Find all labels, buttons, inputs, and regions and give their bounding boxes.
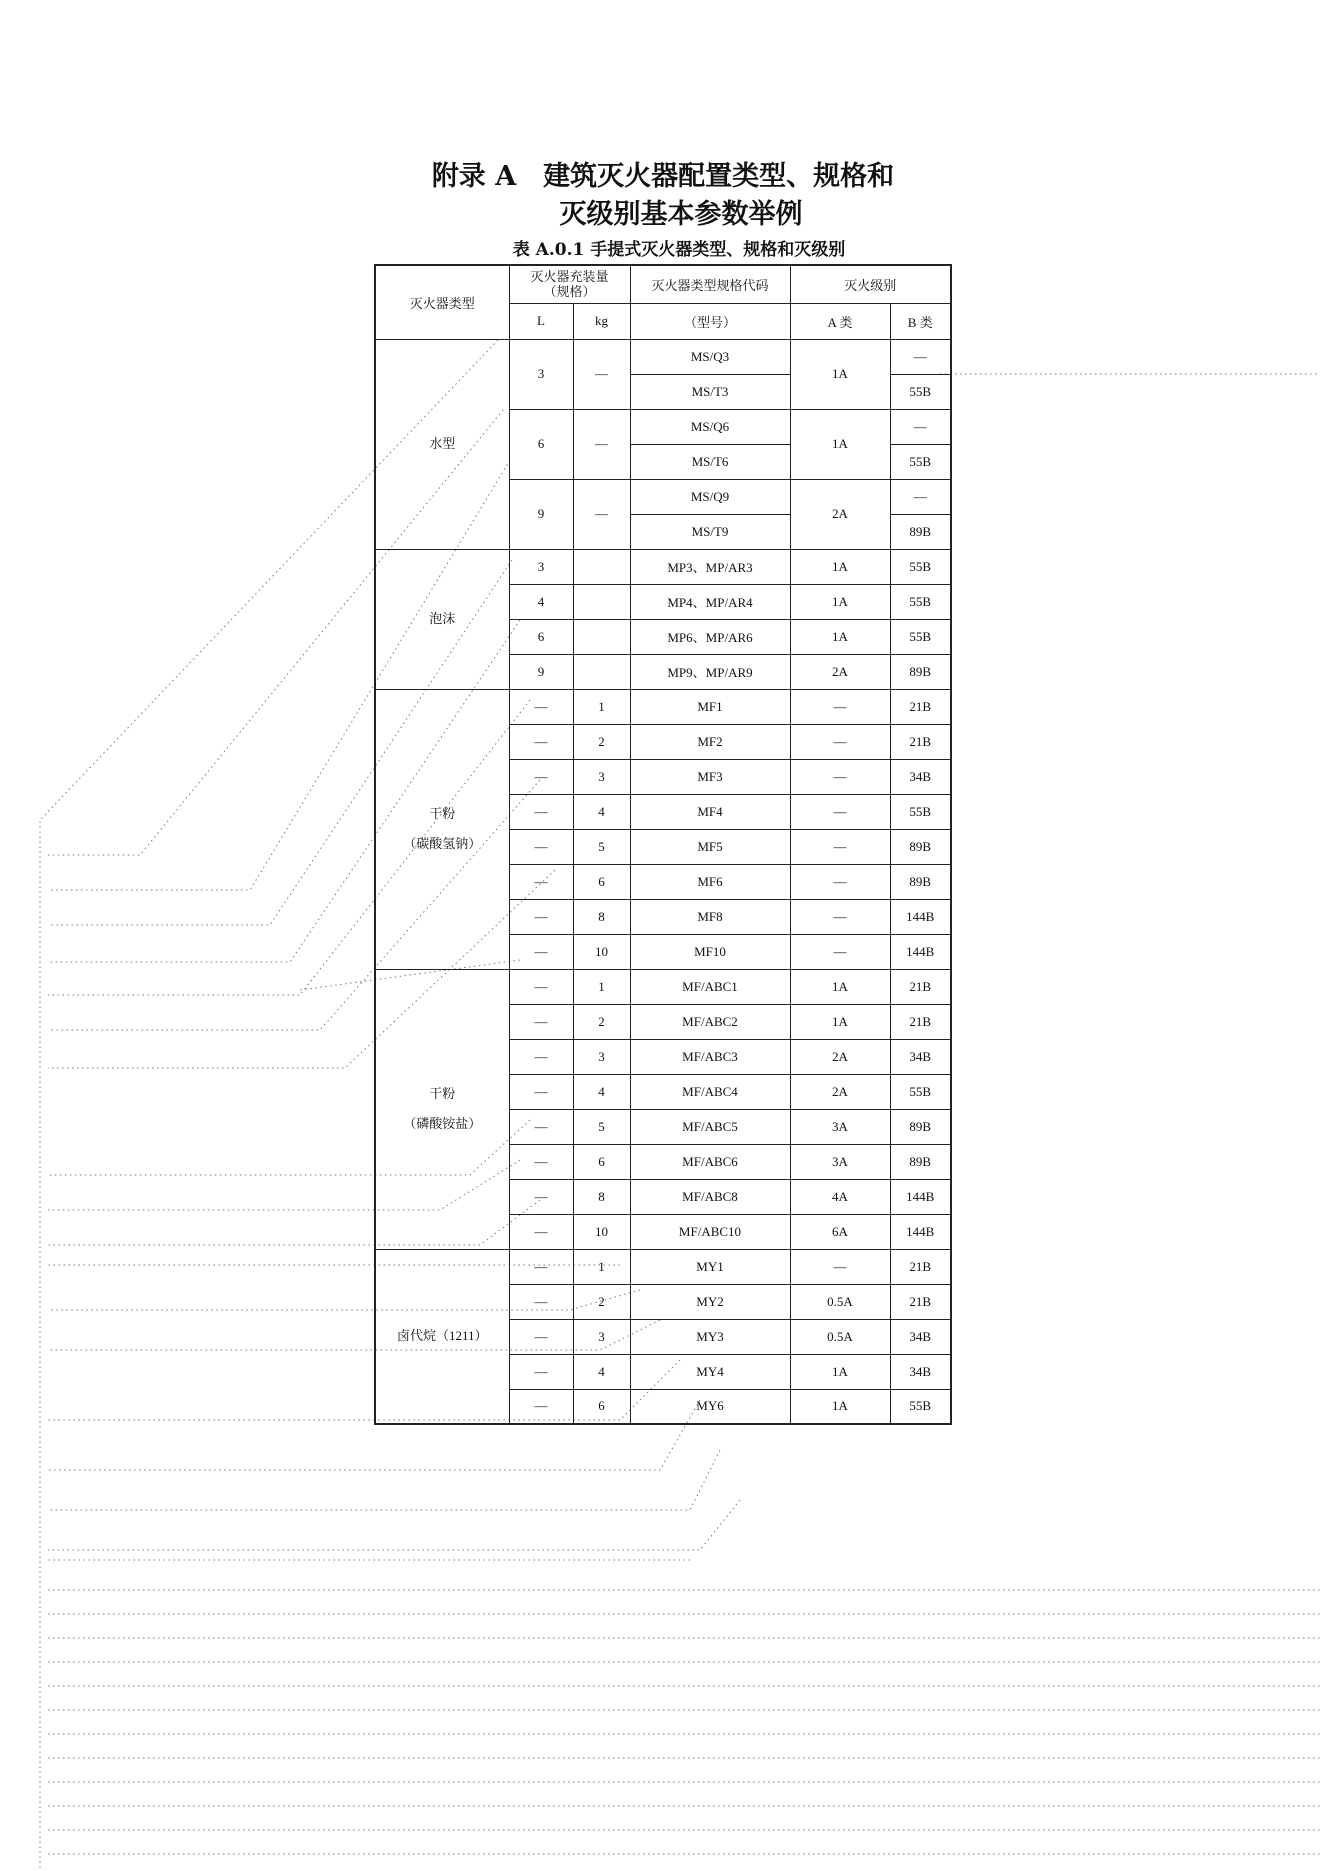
code-cell: MF5	[630, 829, 790, 864]
rating-b-cell: 89B	[890, 1109, 951, 1144]
capacity-kg-cell: 1	[573, 969, 630, 1004]
rating-b-cell: 89B	[890, 864, 951, 899]
capacity-l-cell: 3	[509, 549, 573, 584]
code-cell: MF2	[630, 724, 790, 759]
type-label: 卤代烷（1211）	[396, 1328, 488, 1344]
code-cell: MF/ABC10	[630, 1214, 790, 1249]
type-cell	[375, 339, 509, 549]
rating-a-cell: 2A	[790, 1074, 890, 1109]
code-cell: MS/T3	[630, 374, 790, 409]
capacity-l-cell: —	[509, 1284, 573, 1319]
code-cell: MY4	[630, 1354, 790, 1389]
rating-b-cell: 55B	[890, 444, 951, 479]
header-rating-b: B 类	[890, 303, 951, 339]
capacity-kg-cell: 2	[573, 1004, 630, 1039]
table-caption: 表 A.0.1 手提式灭火器类型、规格和灭级别	[512, 240, 846, 260]
type-cell	[375, 689, 509, 969]
rating-b-cell: 34B	[890, 1039, 951, 1074]
type-cell	[375, 1249, 509, 1424]
rating-a-cell: 1A	[790, 409, 890, 479]
rating-b-cell: —	[890, 409, 951, 444]
rating-b-cell: 55B	[890, 584, 951, 619]
capacity-kg-cell: 4	[573, 1074, 630, 1109]
code-cell: MP6、MP/AR6	[630, 619, 790, 654]
capacity-l-cell: —	[509, 1109, 573, 1144]
rating-a-cell: 1A	[790, 549, 890, 584]
capacity-kg-cell	[573, 619, 630, 654]
capacity-l-cell: —	[509, 969, 573, 1004]
capacity-l-cell: —	[509, 794, 573, 829]
rating-b-cell: 21B	[890, 969, 951, 1004]
rating-a-cell: —	[790, 689, 890, 724]
title-line-2: 灭级别基本参数举例	[559, 199, 803, 230]
capacity-kg-cell	[573, 549, 630, 584]
rating-b-cell: 21B	[890, 1284, 951, 1319]
capacity-l-cell: —	[509, 1354, 573, 1389]
capacity-l-cell: 9	[509, 654, 573, 689]
capacity-l-cell: —	[509, 1179, 573, 1214]
rating-b-cell: 89B	[890, 829, 951, 864]
capacity-kg-cell: —	[573, 409, 630, 479]
capacity-kg-cell: 8	[573, 899, 630, 934]
rating-a-cell: 1A	[790, 969, 890, 1004]
rating-b-cell: 144B	[890, 1179, 951, 1214]
capacity-kg-cell: 5	[573, 1109, 630, 1144]
type-label: 泡沫	[429, 611, 456, 626]
code-cell: MP4、MP/AR4	[630, 584, 790, 619]
table-row	[375, 689, 951, 724]
rating-b-cell: 144B	[890, 934, 951, 969]
type-label: （磷酸铵盐）	[403, 1116, 482, 1131]
capacity-l-cell: —	[509, 1144, 573, 1179]
code-cell: MS/T9	[630, 514, 790, 549]
type-label: 干粉	[429, 1086, 456, 1101]
capacity-kg-cell: 6	[573, 864, 630, 899]
capacity-l-cell: 4	[509, 584, 573, 619]
rating-a-cell: 1A	[790, 584, 890, 619]
code-cell: MF/ABC8	[630, 1179, 790, 1214]
code-cell: MY1	[630, 1249, 790, 1284]
title-line-1: 附录 A 建筑灭火器配置类型、规格和	[431, 161, 895, 192]
rating-a-cell: 0.5A	[790, 1319, 890, 1354]
table-row	[375, 549, 951, 584]
rating-b-cell: 34B	[890, 1319, 951, 1354]
type-label: （碳酸氢钠）	[403, 836, 482, 851]
code-cell: MF/ABC1	[630, 969, 790, 1004]
header-capacity-line-1: 灭火器充装量	[530, 269, 609, 285]
type-label: 干粉	[429, 806, 456, 821]
capacity-l-cell: 3	[509, 339, 573, 409]
capacity-kg-cell: 2	[573, 1284, 630, 1319]
table-row	[375, 1249, 951, 1284]
capacity-l-cell: —	[509, 1319, 573, 1354]
rating-b-cell: —	[890, 339, 951, 374]
page-title	[0, 158, 1322, 234]
code-cell: MF/ABC5	[630, 1109, 790, 1144]
code-cell: MP9、MP/AR9	[630, 654, 790, 689]
rating-b-cell: 21B	[890, 1004, 951, 1039]
code-cell: MF8	[630, 899, 790, 934]
header-rating-a: A 类	[790, 303, 890, 339]
header-code: 灭火器类型规格代码	[630, 265, 790, 303]
capacity-l-cell: —	[509, 1039, 573, 1074]
rating-a-cell: 0.5A	[790, 1284, 890, 1319]
rating-b-cell: 34B	[890, 759, 951, 794]
rating-b-cell: 89B	[890, 514, 951, 549]
rating-b-cell: 89B	[890, 654, 951, 689]
code-cell: MY6	[630, 1389, 790, 1424]
capacity-l-cell: —	[509, 1004, 573, 1039]
rating-b-cell: 55B	[890, 794, 951, 829]
rating-b-cell: 144B	[890, 1214, 951, 1249]
code-cell: MF6	[630, 864, 790, 899]
capacity-l-cell: —	[509, 829, 573, 864]
rating-b-cell: 55B	[890, 549, 951, 584]
rating-a-cell: 2A	[790, 479, 890, 549]
table-row	[375, 339, 951, 374]
capacity-l-cell: 6	[509, 409, 573, 479]
rating-b-cell: —	[890, 479, 951, 514]
capacity-l-cell: —	[509, 1074, 573, 1109]
rating-a-cell: 4A	[790, 1179, 890, 1214]
rating-b-cell: 55B	[890, 1389, 951, 1424]
header-capacity-line-2: （规格）	[543, 284, 596, 300]
capacity-kg-cell: 3	[573, 759, 630, 794]
capacity-kg-cell: 10	[573, 1214, 630, 1249]
header-capacity	[509, 265, 630, 303]
rating-a-cell: —	[790, 724, 890, 759]
capacity-l-cell: 9	[509, 479, 573, 549]
rating-a-cell: 2A	[790, 1039, 890, 1074]
header-code-sub: （型号）	[630, 303, 790, 339]
header-unit-kg: kg	[573, 303, 630, 339]
code-cell: MP3、MP/AR3	[630, 549, 790, 584]
capacity-l-cell: —	[509, 864, 573, 899]
code-cell: MF/ABC6	[630, 1144, 790, 1179]
rating-a-cell: 6A	[790, 1214, 890, 1249]
type-cell	[375, 549, 509, 689]
capacity-l-cell: —	[509, 759, 573, 794]
code-cell: MY3	[630, 1319, 790, 1354]
capacity-kg-cell: 5	[573, 829, 630, 864]
rating-a-cell: 2A	[790, 654, 890, 689]
rating-b-cell: 21B	[890, 724, 951, 759]
rating-b-cell: 89B	[890, 1144, 951, 1179]
header-row-1	[375, 265, 951, 303]
capacity-kg-cell: 10	[573, 934, 630, 969]
rating-b-cell: 55B	[890, 1074, 951, 1109]
capacity-kg-cell: 3	[573, 1319, 630, 1354]
code-cell: MF/ABC2	[630, 1004, 790, 1039]
rating-a-cell: 1A	[790, 1389, 890, 1424]
rating-b-cell: 34B	[890, 1354, 951, 1389]
code-cell: MS/Q6	[630, 409, 790, 444]
capacity-l-cell: —	[509, 689, 573, 724]
capacity-kg-cell: —	[573, 479, 630, 549]
capacity-kg-cell: 1	[573, 689, 630, 724]
header-unit-l: L	[509, 303, 573, 339]
rating-a-cell: —	[790, 794, 890, 829]
capacity-kg-cell: 8	[573, 1179, 630, 1214]
capacity-kg-cell	[573, 654, 630, 689]
rating-a-cell: —	[790, 1249, 890, 1284]
rating-b-cell: 144B	[890, 899, 951, 934]
capacity-kg-cell	[573, 584, 630, 619]
rating-a-cell: 1A	[790, 1354, 890, 1389]
rating-a-cell: 1A	[790, 619, 890, 654]
rating-a-cell: 1A	[790, 1004, 890, 1039]
header-type: 灭火器类型	[375, 265, 509, 339]
capacity-kg-cell: 3	[573, 1039, 630, 1074]
type-label: 水型	[429, 436, 456, 451]
rating-b-cell: 55B	[890, 374, 951, 409]
rating-a-cell: —	[790, 759, 890, 794]
code-cell: MS/T6	[630, 444, 790, 479]
capacity-l-cell: —	[509, 724, 573, 759]
code-cell: MF/ABC3	[630, 1039, 790, 1074]
capacity-kg-cell: 1	[573, 1249, 630, 1284]
code-cell: MS/Q9	[630, 479, 790, 514]
rating-b-cell: 55B	[890, 619, 951, 654]
rating-a-cell: —	[790, 829, 890, 864]
capacity-l-cell: —	[509, 1214, 573, 1249]
code-cell: MF/ABC4	[630, 1074, 790, 1109]
capacity-kg-cell: —	[573, 339, 630, 409]
code-cell: MF3	[630, 759, 790, 794]
code-cell: MF10	[630, 934, 790, 969]
capacity-l-cell: —	[509, 934, 573, 969]
rating-a-cell: 3A	[790, 1109, 890, 1144]
rating-a-cell: —	[790, 864, 890, 899]
rating-a-cell: 1A	[790, 339, 890, 409]
capacity-kg-cell: 2	[573, 724, 630, 759]
capacity-l-cell: —	[509, 1249, 573, 1284]
header-rating: 灭火级别	[790, 265, 951, 303]
rating-b-cell: 21B	[890, 689, 951, 724]
capacity-l-cell: —	[509, 899, 573, 934]
table-row	[375, 969, 951, 1004]
rating-a-cell: —	[790, 899, 890, 934]
capacity-kg-cell: 4	[573, 1354, 630, 1389]
capacity-kg-cell: 4	[573, 794, 630, 829]
code-cell: MF4	[630, 794, 790, 829]
capacity-kg-cell: 6	[573, 1144, 630, 1179]
rating-b-cell: 21B	[890, 1249, 951, 1284]
rating-a-cell: 3A	[790, 1144, 890, 1179]
extinguisher-table	[374, 264, 952, 1425]
capacity-kg-cell: 6	[573, 1389, 630, 1424]
capacity-l-cell: —	[509, 1389, 573, 1424]
type-cell	[375, 969, 509, 1249]
code-cell: MY2	[630, 1284, 790, 1319]
code-cell: MF1	[630, 689, 790, 724]
capacity-l-cell: 6	[509, 619, 573, 654]
rating-a-cell: —	[790, 934, 890, 969]
code-cell: MS/Q3	[630, 339, 790, 374]
